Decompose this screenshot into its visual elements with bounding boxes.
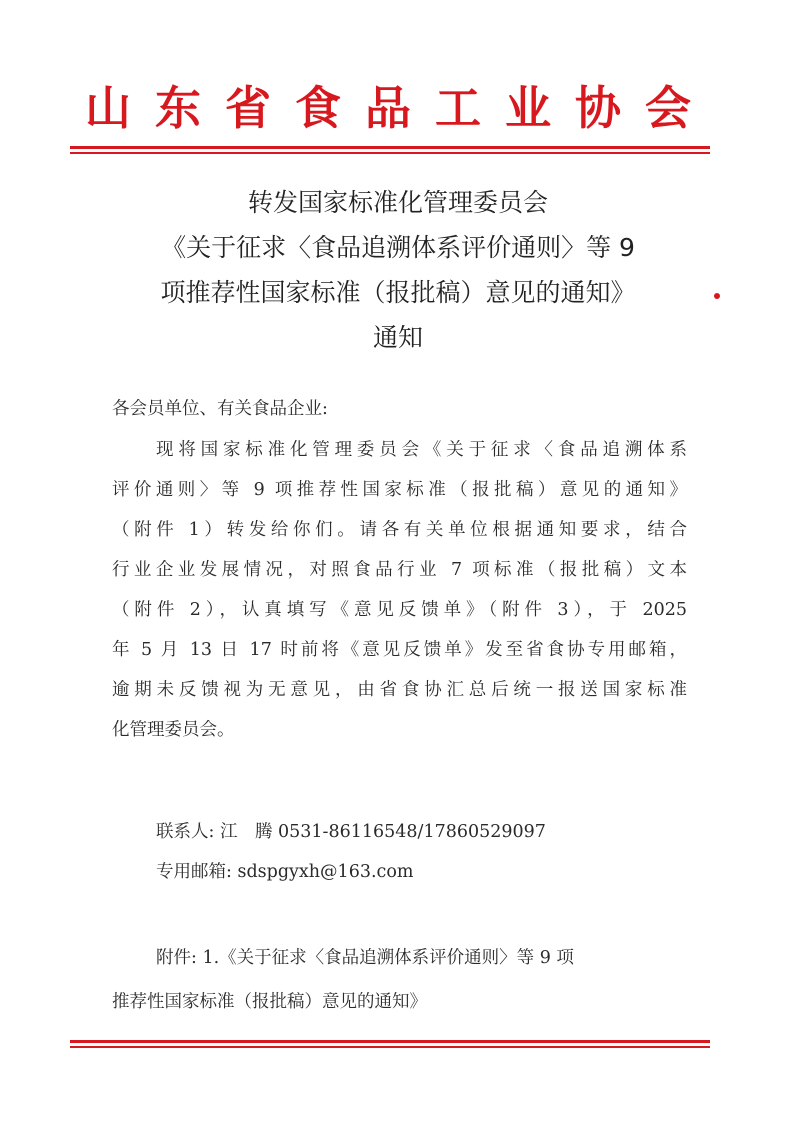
- paragraph-line: 逾期未反馈视为无意见，由省食协汇总后统一报送国家标准: [112, 680, 687, 700]
- paragraph-line: 年 5 月 13 日 17 时前将《意见反馈单》发至省食协专用邮箱，: [112, 640, 687, 660]
- footer-divider-thin: [70, 1046, 710, 1048]
- title-line-2: 《关于征求〈食品追溯体系评价通则〉等 9: [161, 233, 635, 262]
- header-divider-thick: [70, 146, 710, 149]
- paragraph-line: 行业企业发展情况，对照食品行业 7 项标准（报批稿）文本: [112, 560, 687, 580]
- contact-email: 专用邮箱: sdspgyxh@163.com: [156, 862, 414, 882]
- salutation: 各会员单位、有关食品企业:: [112, 399, 328, 419]
- paragraph-line: 评价通则〉等 9 项推荐性国家标准（报批稿）意见的通知》: [112, 480, 687, 500]
- paragraph-line: 化管理委员会。: [112, 720, 235, 740]
- main-paragraph: [112, 430, 687, 750]
- document-title: [98, 180, 698, 360]
- attachment-block: [112, 936, 687, 1024]
- attachment-line: 推荐性国家标准（报批稿）意见的通知》: [112, 992, 427, 1012]
- title-line-4: 通知: [372, 323, 423, 352]
- header-divider-thin: [70, 152, 710, 154]
- paragraph-line: （附件 2），认真填写《意见反馈单》（附件 3），于 2025: [112, 600, 687, 620]
- paragraph-line: （附件 1）转发给你们。请各有关单位根据通知要求，结合: [112, 520, 687, 540]
- paragraph-line: 现将国家标准化管理委员会《关于征求〈食品追溯体系: [156, 440, 687, 460]
- title-line-3: 项推荐性国家标准（报批稿）意见的通知》: [160, 278, 636, 307]
- organization-header: 山东省食品工业协会: [85, 81, 715, 135]
- title-line-1: 转发国家标准化管理委员会: [247, 188, 548, 217]
- contact-person: 联系人: 江 腾 0531-86116548/17860529097: [156, 822, 546, 842]
- footer-divider-thick: [70, 1040, 710, 1043]
- attachment-line: 附件: 1.《关于征求〈食品追溯体系评价通则〉等 9 项: [156, 948, 574, 968]
- contact-block: [156, 812, 676, 892]
- ink-mark: [714, 293, 720, 299]
